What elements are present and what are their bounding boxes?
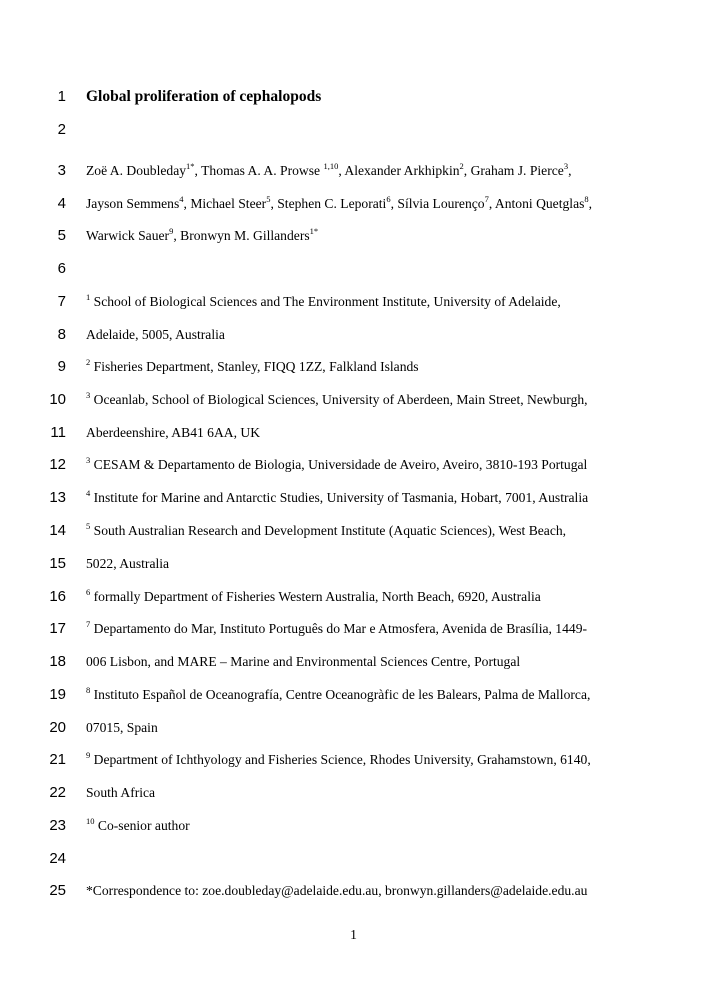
affiliation-text: CESAM & Departamento de Biologia, Universidade de Aveiro, Aveiro, 3810-193 Portugal bbox=[90, 457, 588, 472]
line-number: 4 bbox=[57, 195, 66, 212]
line-number: 23 bbox=[49, 817, 66, 834]
manuscript-line-3 bbox=[0, 160, 707, 182]
affiliation-text: Fisheries Department, Stanley, FIQQ 1ZZ, Falkland Islands bbox=[90, 359, 419, 374]
affiliation bbox=[86, 487, 588, 509]
line-number: 9 bbox=[57, 358, 66, 375]
author-name: , Alexander Arkhipkin bbox=[338, 163, 460, 178]
line-number: 16 bbox=[49, 588, 66, 605]
affiliation-marker: 9 bbox=[86, 750, 91, 760]
affiliation-text: Aberdeenshire, AB41 6AA, UK bbox=[86, 425, 261, 440]
affiliation-marker: 9 bbox=[169, 226, 174, 236]
affiliation bbox=[86, 749, 591, 771]
manuscript-line-15 bbox=[0, 553, 707, 575]
page-number: 1 bbox=[350, 927, 357, 942]
line-number: 15 bbox=[49, 555, 66, 572]
line-number: 20 bbox=[49, 719, 66, 736]
affiliation-marker: 3 bbox=[563, 161, 569, 171]
affiliation-text: Institute for Marine and Antarctic Studies, University of Tasmania, Hobart, 7001, Australia bbox=[90, 490, 589, 505]
manuscript-line-24 bbox=[0, 848, 707, 870]
author-name: Zoë A. Doubleday bbox=[86, 163, 187, 178]
affiliation-marker: 3 bbox=[86, 390, 91, 400]
author-name: , Bronwyn M. Gillanders bbox=[173, 228, 310, 243]
affiliation-marker: 6 bbox=[86, 587, 91, 597]
line-number: 24 bbox=[49, 850, 66, 867]
manuscript-line-4 bbox=[0, 193, 707, 215]
affiliation-text: South Australian Research and Development Institute (Aquatic Sciences), West Beach, bbox=[90, 523, 567, 538]
author-name: , Thomas A. A. Prowse bbox=[194, 163, 324, 178]
affiliation-text: South Africa bbox=[86, 785, 156, 800]
manuscript-line-20 bbox=[0, 717, 707, 739]
affiliation-marker: 8 bbox=[86, 685, 91, 695]
line-number: 19 bbox=[49, 686, 66, 703]
author-name: Warwick Sauer bbox=[86, 228, 170, 243]
line-number: 7 bbox=[57, 293, 66, 310]
manuscript-line-7 bbox=[0, 291, 707, 313]
affiliation-text: 5022, Australia bbox=[86, 556, 170, 571]
affiliation bbox=[86, 356, 419, 378]
correspondence-line: *Correspondence to: zoe.doubleday@adelaide.edu.au, bronwyn.gillanders@adelaide.edu.au bbox=[86, 883, 588, 898]
line-number: 25 bbox=[49, 882, 66, 899]
author-list-line bbox=[86, 160, 571, 182]
manuscript-line-2 bbox=[0, 119, 707, 141]
manuscript-line-8 bbox=[0, 324, 707, 346]
author-name: Jayson Semmens bbox=[86, 196, 180, 211]
manuscript-line-21 bbox=[0, 749, 707, 771]
manuscript-line-23 bbox=[0, 815, 707, 837]
affiliation-text: 07015, Spain bbox=[86, 720, 158, 735]
affiliation bbox=[86, 586, 541, 608]
affiliation-text: School of Biological Sciences and The Environment Institute, University of Adelaide, bbox=[90, 294, 561, 309]
manuscript-line-18 bbox=[0, 651, 707, 673]
affiliation-marker: 3 bbox=[86, 455, 91, 465]
affiliation-text: Oceanlab, School of Biological Sciences, University of Aberdeen, Main Street, Newburgh, bbox=[90, 392, 588, 407]
manuscript-line-1 bbox=[0, 86, 707, 108]
manuscript-line-10 bbox=[0, 389, 707, 411]
affiliation bbox=[86, 684, 590, 706]
affiliation bbox=[86, 389, 588, 411]
affiliation-marker: 1,10 bbox=[323, 161, 339, 171]
affiliation bbox=[86, 520, 566, 542]
manuscript-line-11 bbox=[0, 422, 707, 444]
line-number: 12 bbox=[49, 456, 66, 473]
affiliation-marker: 7 bbox=[484, 194, 489, 204]
manuscript-line-5 bbox=[0, 225, 707, 247]
affiliation bbox=[86, 618, 587, 640]
manuscript-line-19 bbox=[0, 684, 707, 706]
line-number: 10 bbox=[49, 391, 66, 408]
author-name: , Sílvia Lourenço bbox=[390, 196, 485, 211]
line-number: 21 bbox=[49, 751, 66, 768]
line-number: 6 bbox=[57, 260, 66, 277]
manuscript-line-25 bbox=[0, 880, 707, 902]
author-list-line bbox=[86, 193, 592, 215]
author-name: , Antoni Quetglas bbox=[488, 196, 585, 211]
manuscript-line-22 bbox=[0, 782, 707, 804]
paper-title: Global proliferation of cephalopods bbox=[86, 88, 322, 105]
affiliation-text: 006 Lisbon, and MARE – Marine and Environmental Sciences Centre, Portugal bbox=[86, 654, 521, 669]
manuscript-line-17 bbox=[0, 618, 707, 640]
affiliation-marker: 4 bbox=[179, 194, 184, 204]
author-name: , Michael Steer bbox=[183, 196, 267, 211]
affiliation-marker: 5 bbox=[266, 194, 271, 204]
affiliation-text: Instituto Español de Oceanografía, Centre Oceanogràfic de les Balears, Palma de Mallorca, bbox=[90, 687, 591, 702]
line-number: 2 bbox=[57, 121, 66, 138]
affiliation-marker: 10 bbox=[86, 816, 95, 826]
manuscript-line-14 bbox=[0, 520, 707, 542]
affiliation-marker: 1* bbox=[309, 226, 319, 236]
affiliation bbox=[86, 454, 587, 476]
affiliation-marker: 5 bbox=[86, 521, 91, 531]
affiliation-text: Departamento do Mar, Instituto Português do Mar e Atmosfera, Avenida de Brasília, 1449- bbox=[90, 621, 588, 636]
manuscript-line-9 bbox=[0, 356, 707, 378]
line-number: 11 bbox=[50, 424, 66, 441]
author-separator: , bbox=[588, 196, 593, 211]
line-number: 18 bbox=[49, 653, 66, 670]
affiliation-text: Department of Ichthyology and Fisheries Science, Rhodes University, Grahamstown, 6140, bbox=[90, 752, 591, 767]
line-number: 13 bbox=[49, 489, 66, 506]
affiliation-marker: 8 bbox=[584, 194, 589, 204]
affiliation-text: formally Department of Fisheries Western Australia, North Beach, 6920, Australia bbox=[90, 589, 541, 604]
line-number: 5 bbox=[57, 227, 66, 244]
affiliation-marker: 7 bbox=[86, 619, 91, 629]
affiliation-marker: 2 bbox=[459, 161, 464, 171]
line-number: 17 bbox=[49, 620, 66, 637]
line-number: 3 bbox=[57, 162, 66, 179]
manuscript-line-13 bbox=[0, 487, 707, 509]
manuscript-line-16 bbox=[0, 586, 707, 608]
author-name: , Stephen C. Leporati bbox=[270, 196, 387, 211]
affiliation-marker: 1* bbox=[186, 161, 195, 171]
author-list-line bbox=[86, 225, 318, 247]
affiliation bbox=[86, 815, 190, 837]
affiliation-marker: 2 bbox=[86, 357, 91, 367]
manuscript-line-6 bbox=[0, 258, 707, 280]
affiliation-marker: 1 bbox=[86, 292, 91, 302]
affiliation bbox=[86, 291, 561, 313]
manuscript-line-12 bbox=[0, 454, 707, 476]
affiliation-marker: 6 bbox=[386, 194, 391, 204]
affiliation-text: Adelaide, 5005, Australia bbox=[86, 327, 225, 342]
affiliation-text: Co-senior author bbox=[94, 818, 190, 833]
author-separator: , bbox=[568, 163, 572, 178]
line-number: 14 bbox=[49, 522, 66, 539]
author-name: , Graham J. Pierce bbox=[463, 163, 564, 178]
line-number: 8 bbox=[57, 326, 66, 343]
line-number: 1 bbox=[57, 88, 66, 105]
line-number: 22 bbox=[49, 784, 66, 801]
affiliation-marker: 4 bbox=[86, 488, 91, 498]
